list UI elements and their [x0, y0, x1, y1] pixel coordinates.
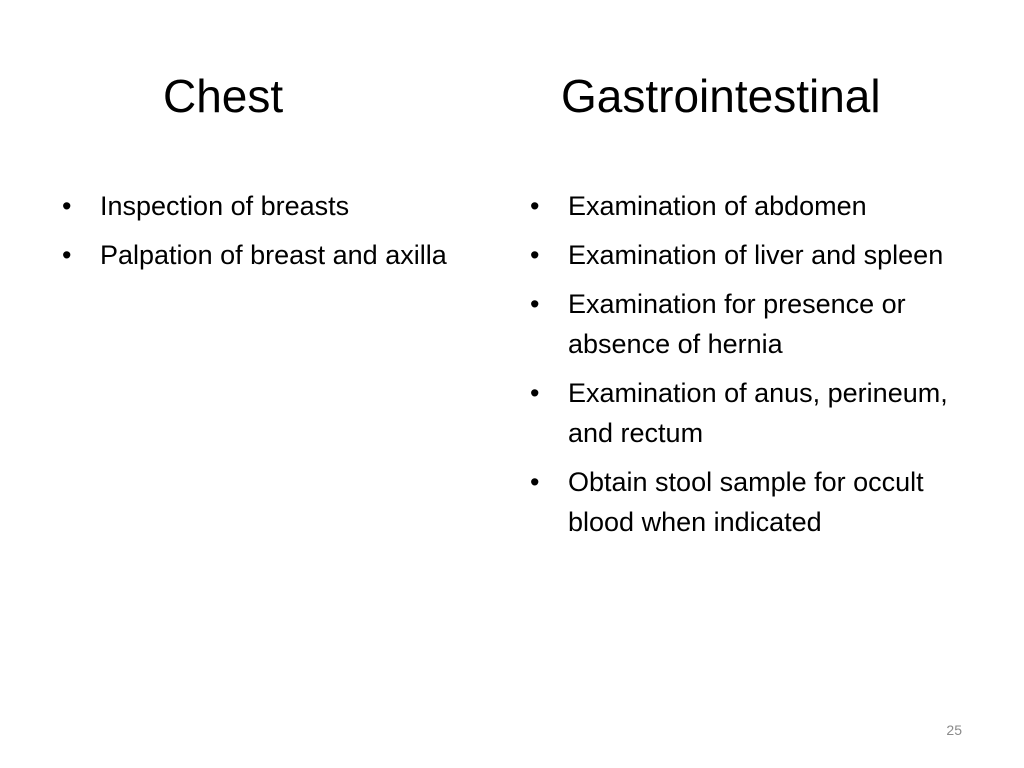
list-item-text: Obtain stool sample for occult blood when indicated: [568, 467, 924, 537]
list-item-text: Examination of anus, perineum, and rectum: [568, 378, 948, 448]
list-item: [530, 462, 980, 542]
bullet-icon: •: [62, 240, 72, 270]
list-item-text: Examination of abdomen: [568, 191, 867, 221]
chest-bullet-list: [62, 186, 452, 284]
list-item: [62, 235, 452, 275]
page-number: 25: [946, 722, 962, 738]
list-item: [530, 373, 980, 453]
bullet-icon: •: [530, 191, 540, 221]
bullet-icon: •: [62, 191, 72, 221]
list-item: [530, 235, 980, 275]
list-item-text: Inspection of breasts: [100, 191, 350, 221]
gastrointestinal-bullet-list: [530, 186, 980, 551]
chest-title: Chest: [163, 70, 284, 122]
bullet-icon: •: [530, 240, 540, 270]
list-item: [530, 186, 980, 226]
bullet-icon: •: [530, 467, 540, 497]
gastrointestinal-title: Gastrointestinal: [561, 70, 881, 122]
bullet-icon: •: [530, 378, 540, 408]
list-item-text: Examination for presence or absence of hernia: [568, 289, 906, 359]
list-item-text: Palpation of breast and axilla: [100, 240, 447, 270]
bullet-icon: •: [530, 289, 540, 319]
list-item: [530, 284, 980, 364]
list-item: [62, 186, 452, 226]
list-item-text: Examination of liver and spleen: [568, 240, 944, 270]
